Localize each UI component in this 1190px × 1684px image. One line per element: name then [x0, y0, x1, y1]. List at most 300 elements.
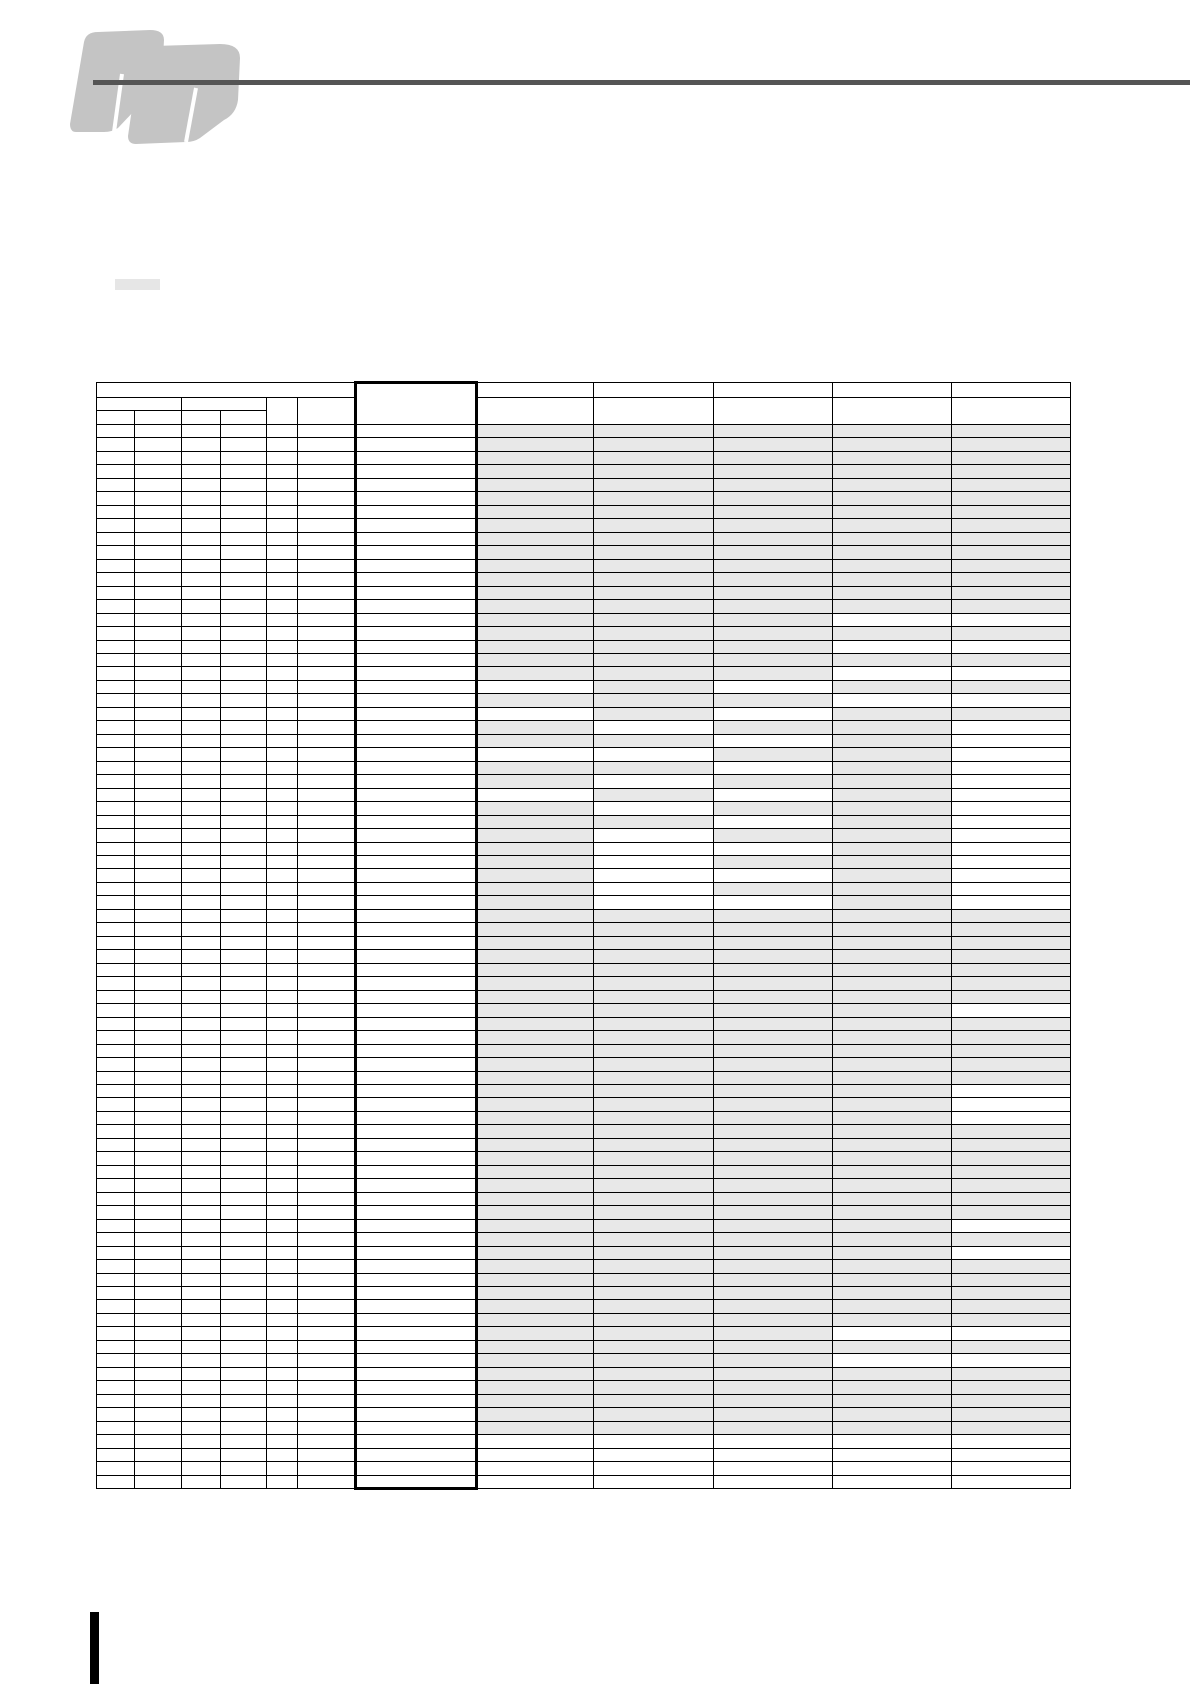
table-cell — [298, 546, 356, 559]
header-cell — [135, 411, 182, 425]
table-cell — [594, 815, 714, 828]
table-cell — [477, 1313, 594, 1326]
table-cell — [477, 559, 594, 572]
table-cell — [952, 1327, 1071, 1340]
table-row — [97, 438, 1071, 451]
table-cell — [477, 1206, 594, 1219]
table-cell — [97, 653, 135, 666]
table-cell — [298, 1138, 356, 1151]
table-cell — [833, 478, 952, 491]
table-cell — [833, 950, 952, 963]
table-cell — [594, 1004, 714, 1017]
table-cell — [298, 1058, 356, 1071]
table-cell — [298, 600, 356, 613]
table-cell — [267, 1448, 298, 1461]
table-cell — [267, 559, 298, 572]
table-cell — [267, 1313, 298, 1326]
table-cell — [594, 1260, 714, 1273]
table-cell — [267, 1287, 298, 1300]
table-cell — [952, 451, 1071, 464]
table-cell — [477, 909, 594, 922]
table-cell — [952, 1206, 1071, 1219]
table-row — [97, 1125, 1071, 1138]
table-cell — [714, 1138, 833, 1151]
table-cell — [833, 559, 952, 572]
table-cell — [97, 1071, 135, 1084]
table-cell — [833, 573, 952, 586]
table-cell — [594, 950, 714, 963]
table-cell — [952, 1462, 1071, 1475]
table-cell — [298, 1165, 356, 1178]
table-cell — [714, 653, 833, 666]
table-cell — [477, 815, 594, 828]
table-cell — [833, 1313, 952, 1326]
table-cell — [182, 1017, 221, 1030]
table-cell — [221, 1192, 267, 1205]
table-cell — [952, 909, 1071, 922]
table-cell — [833, 1179, 952, 1192]
table-cell — [594, 586, 714, 599]
table-cell — [267, 1435, 298, 1448]
table-cell — [356, 936, 477, 949]
table-cell — [952, 829, 1071, 842]
table-cell — [594, 896, 714, 909]
table-cell — [477, 1246, 594, 1259]
table-cell — [97, 775, 135, 788]
table-cell — [594, 1408, 714, 1421]
table-cell — [714, 546, 833, 559]
table-cell — [221, 1300, 267, 1313]
table-cell — [714, 1354, 833, 1367]
table-cell — [833, 1394, 952, 1407]
table-cell — [356, 802, 477, 815]
table-cell — [833, 613, 952, 626]
table-cell — [714, 734, 833, 747]
table-cell — [182, 573, 221, 586]
table-cell — [298, 559, 356, 572]
table-cell — [952, 1354, 1071, 1367]
table-cell — [833, 761, 952, 774]
table-cell — [833, 977, 952, 990]
table-cell — [97, 1300, 135, 1313]
table-cell — [594, 532, 714, 545]
table-cell — [477, 478, 594, 491]
table-row — [97, 1287, 1071, 1300]
table-cell — [594, 788, 714, 801]
table-cell — [267, 1340, 298, 1353]
table-cell — [356, 1287, 477, 1300]
table-cell — [833, 1462, 952, 1475]
table-cell — [298, 1381, 356, 1394]
table-row — [97, 1004, 1071, 1017]
table-cell — [221, 1031, 267, 1044]
table-cell — [952, 1367, 1071, 1380]
table-row — [97, 1475, 1071, 1488]
table-cell — [267, 451, 298, 464]
table-cell — [356, 1300, 477, 1313]
table-cell — [477, 1381, 594, 1394]
table-cell — [298, 788, 356, 801]
table-cell — [97, 532, 135, 545]
table-cell — [267, 761, 298, 774]
table-cell — [594, 748, 714, 761]
table-cell — [267, 519, 298, 532]
table-cell — [477, 1004, 594, 1017]
table-cell — [477, 990, 594, 1003]
table-cell — [135, 1044, 182, 1057]
table-cell — [135, 1058, 182, 1071]
table-cell — [221, 1381, 267, 1394]
table-row — [97, 775, 1071, 788]
table-cell — [356, 829, 477, 842]
table-cell — [714, 909, 833, 922]
table-cell — [714, 680, 833, 693]
table-row — [97, 1421, 1071, 1434]
table-cell — [356, 546, 477, 559]
table-row — [97, 909, 1071, 922]
table-row — [97, 856, 1071, 869]
table-cell — [356, 977, 477, 990]
table-cell — [714, 505, 833, 518]
table-cell — [833, 1381, 952, 1394]
table-cell — [298, 1260, 356, 1273]
table-cell — [298, 1084, 356, 1097]
table-cell — [135, 936, 182, 949]
table-cell — [714, 1004, 833, 1017]
table-cell — [135, 1206, 182, 1219]
table-cell — [97, 492, 135, 505]
table-cell — [477, 1084, 594, 1097]
table-cell — [594, 1031, 714, 1044]
table-cell — [267, 734, 298, 747]
table-cell — [356, 1031, 477, 1044]
table-cell — [594, 1313, 714, 1326]
table-row — [97, 707, 1071, 720]
table-cell — [221, 1071, 267, 1084]
table-cell — [97, 950, 135, 963]
table-cell — [356, 909, 477, 922]
table-cell — [952, 1084, 1071, 1097]
table-cell — [135, 734, 182, 747]
table-cell — [298, 1233, 356, 1246]
header-cell — [714, 383, 833, 398]
table-cell — [135, 1017, 182, 1030]
table-cell — [135, 505, 182, 518]
table-row — [97, 734, 1071, 747]
table-cell — [135, 802, 182, 815]
table-cell — [182, 1004, 221, 1017]
table-cell — [477, 721, 594, 734]
table-cell — [714, 1031, 833, 1044]
table-cell — [267, 613, 298, 626]
table-cell — [182, 1327, 221, 1340]
table-cell — [714, 1098, 833, 1111]
table-cell — [477, 1233, 594, 1246]
table-cell — [833, 586, 952, 599]
table-cell — [182, 963, 221, 976]
table-cell — [267, 896, 298, 909]
table-cell — [833, 1340, 952, 1353]
table-cell — [833, 869, 952, 882]
table-cell — [477, 1462, 594, 1475]
table-cell — [97, 667, 135, 680]
table-cell — [182, 1058, 221, 1071]
table-cell — [594, 1273, 714, 1286]
table-cell — [221, 532, 267, 545]
table-cell — [267, 1260, 298, 1273]
table-cell — [221, 748, 267, 761]
table-cell — [267, 802, 298, 815]
table-cell — [267, 882, 298, 895]
table-cell — [356, 1367, 477, 1380]
table-cell — [594, 923, 714, 936]
table-cell — [221, 896, 267, 909]
table-cell — [833, 882, 952, 895]
table-cell — [221, 1125, 267, 1138]
table-cell — [356, 734, 477, 747]
table-cell — [182, 734, 221, 747]
table-cell — [135, 694, 182, 707]
table-cell — [714, 1246, 833, 1259]
table-cell — [97, 1219, 135, 1232]
table-cell — [182, 1381, 221, 1394]
table-cell — [833, 788, 952, 801]
table-cell — [182, 936, 221, 949]
table-cell — [267, 1233, 298, 1246]
table-cell — [182, 923, 221, 936]
header-cell — [833, 383, 952, 398]
table-cell — [714, 694, 833, 707]
table-cell — [714, 1367, 833, 1380]
table-cell — [833, 990, 952, 1003]
section-tag-box — [115, 279, 160, 290]
table-cell — [135, 613, 182, 626]
table-cell — [135, 573, 182, 586]
table-cell — [298, 707, 356, 720]
table-cell — [182, 586, 221, 599]
table-cell — [714, 1179, 833, 1192]
table-cell — [594, 1179, 714, 1192]
table-cell — [714, 1408, 833, 1421]
table-cell — [356, 1004, 477, 1017]
table-cell — [182, 707, 221, 720]
table-cell — [221, 802, 267, 815]
table-cell — [135, 1192, 182, 1205]
table-cell — [714, 963, 833, 976]
table-cell — [714, 1125, 833, 1138]
table-cell — [267, 1381, 298, 1394]
table-cell — [356, 1327, 477, 1340]
table-cell — [97, 546, 135, 559]
table-row — [97, 613, 1071, 626]
table-cell — [952, 788, 1071, 801]
table-cell — [221, 761, 267, 774]
table-cell — [135, 923, 182, 936]
table-cell — [221, 1246, 267, 1259]
table-cell — [356, 1165, 477, 1178]
table-cell — [221, 856, 267, 869]
table-cell — [182, 775, 221, 788]
table-cell — [594, 1287, 714, 1300]
table-cell — [477, 1058, 594, 1071]
header-group-cell — [97, 383, 356, 398]
table-row — [97, 869, 1071, 882]
header-cell — [221, 411, 267, 425]
table-cell — [477, 613, 594, 626]
table-cell — [182, 1462, 221, 1475]
table-cell — [594, 1394, 714, 1407]
table-cell — [267, 936, 298, 949]
table-cell — [833, 640, 952, 653]
table-cell — [952, 721, 1071, 734]
table-cell — [135, 829, 182, 842]
table-row — [97, 1179, 1071, 1192]
table-cell — [221, 869, 267, 882]
table-cell — [298, 923, 356, 936]
table-cell — [221, 1206, 267, 1219]
table-cell — [714, 613, 833, 626]
table-cell — [594, 1381, 714, 1394]
table-cell — [267, 425, 298, 438]
header-rule — [93, 80, 1190, 85]
table-cell — [714, 882, 833, 895]
table-cell — [594, 721, 714, 734]
table-row — [97, 963, 1071, 976]
table-cell — [97, 936, 135, 949]
table-cell — [952, 977, 1071, 990]
table-row — [97, 586, 1071, 599]
table-cell — [298, 1313, 356, 1326]
table-cell — [135, 640, 182, 653]
table-cell — [477, 519, 594, 532]
table-cell — [714, 842, 833, 855]
table-cell — [97, 856, 135, 869]
table-cell — [477, 667, 594, 680]
table-cell — [952, 1273, 1071, 1286]
header-subgroup-cell — [97, 398, 182, 411]
table-cell — [594, 627, 714, 640]
table-cell — [267, 1111, 298, 1124]
table-cell — [267, 1327, 298, 1340]
table-cell — [477, 653, 594, 666]
table-cell — [298, 842, 356, 855]
table-cell — [477, 923, 594, 936]
table-row — [97, 600, 1071, 613]
table-cell — [267, 1475, 298, 1488]
table-row — [97, 1138, 1071, 1151]
table-cell — [714, 1462, 833, 1475]
table-row — [97, 1044, 1071, 1057]
table-cell — [221, 613, 267, 626]
table-cell — [182, 667, 221, 680]
table-row — [97, 977, 1071, 990]
table-cell — [97, 963, 135, 976]
table-cell — [182, 1138, 221, 1151]
table-cell — [594, 842, 714, 855]
table-cell — [298, 627, 356, 640]
table-cell — [952, 1300, 1071, 1313]
table-cell — [833, 856, 952, 869]
table-cell — [594, 465, 714, 478]
table-cell — [267, 990, 298, 1003]
table-cell — [952, 627, 1071, 640]
table-cell — [477, 950, 594, 963]
table-cell — [594, 1071, 714, 1084]
table-cell — [714, 1165, 833, 1178]
table-cell — [477, 869, 594, 882]
table-cell — [182, 1300, 221, 1313]
table-cell — [833, 653, 952, 666]
table-cell — [833, 1408, 952, 1421]
table-cell — [97, 1084, 135, 1097]
table-row — [97, 761, 1071, 774]
table-cell — [356, 1192, 477, 1205]
table-cell — [833, 1367, 952, 1380]
table-cell — [477, 1421, 594, 1434]
table-cell — [221, 815, 267, 828]
table-cell — [952, 532, 1071, 545]
table-cell — [594, 1111, 714, 1124]
table-cell — [356, 923, 477, 936]
table-cell — [97, 1327, 135, 1340]
table-cell — [833, 1084, 952, 1097]
table-cell — [833, 667, 952, 680]
table-cell — [298, 1017, 356, 1030]
table-cell — [97, 1165, 135, 1178]
table-row — [97, 1058, 1071, 1071]
table-cell — [833, 1098, 952, 1111]
table-cell — [833, 1354, 952, 1367]
table-cell — [833, 963, 952, 976]
table-cell — [298, 761, 356, 774]
table-cell — [267, 1179, 298, 1192]
table-cell — [714, 1058, 833, 1071]
table-cell — [267, 1394, 298, 1407]
table-cell — [135, 667, 182, 680]
table-cell — [594, 546, 714, 559]
table-cell — [594, 1206, 714, 1219]
table-cell — [356, 600, 477, 613]
table-cell — [356, 990, 477, 1003]
table-cell — [477, 1098, 594, 1111]
table-cell — [356, 1152, 477, 1165]
table-cell — [833, 465, 952, 478]
table-cell — [267, 1165, 298, 1178]
table-cell — [135, 1367, 182, 1380]
table-cell — [952, 842, 1071, 855]
table-cell — [594, 573, 714, 586]
table-cell — [182, 1421, 221, 1434]
table-cell — [477, 438, 594, 451]
table-row — [97, 936, 1071, 949]
table-cell — [97, 465, 135, 478]
table-cell — [952, 1233, 1071, 1246]
table-cell — [952, 1408, 1071, 1421]
table-cell — [97, 1111, 135, 1124]
table-cell — [356, 869, 477, 882]
table-cell — [356, 492, 477, 505]
table-cell — [135, 492, 182, 505]
table-cell — [97, 1273, 135, 1286]
table-cell — [182, 519, 221, 532]
header-cell — [182, 411, 221, 425]
table-cell — [221, 465, 267, 478]
table-cell — [298, 1125, 356, 1138]
table-cell — [135, 963, 182, 976]
table-cell — [714, 559, 833, 572]
table-cell — [182, 1031, 221, 1044]
table-cell — [182, 680, 221, 693]
